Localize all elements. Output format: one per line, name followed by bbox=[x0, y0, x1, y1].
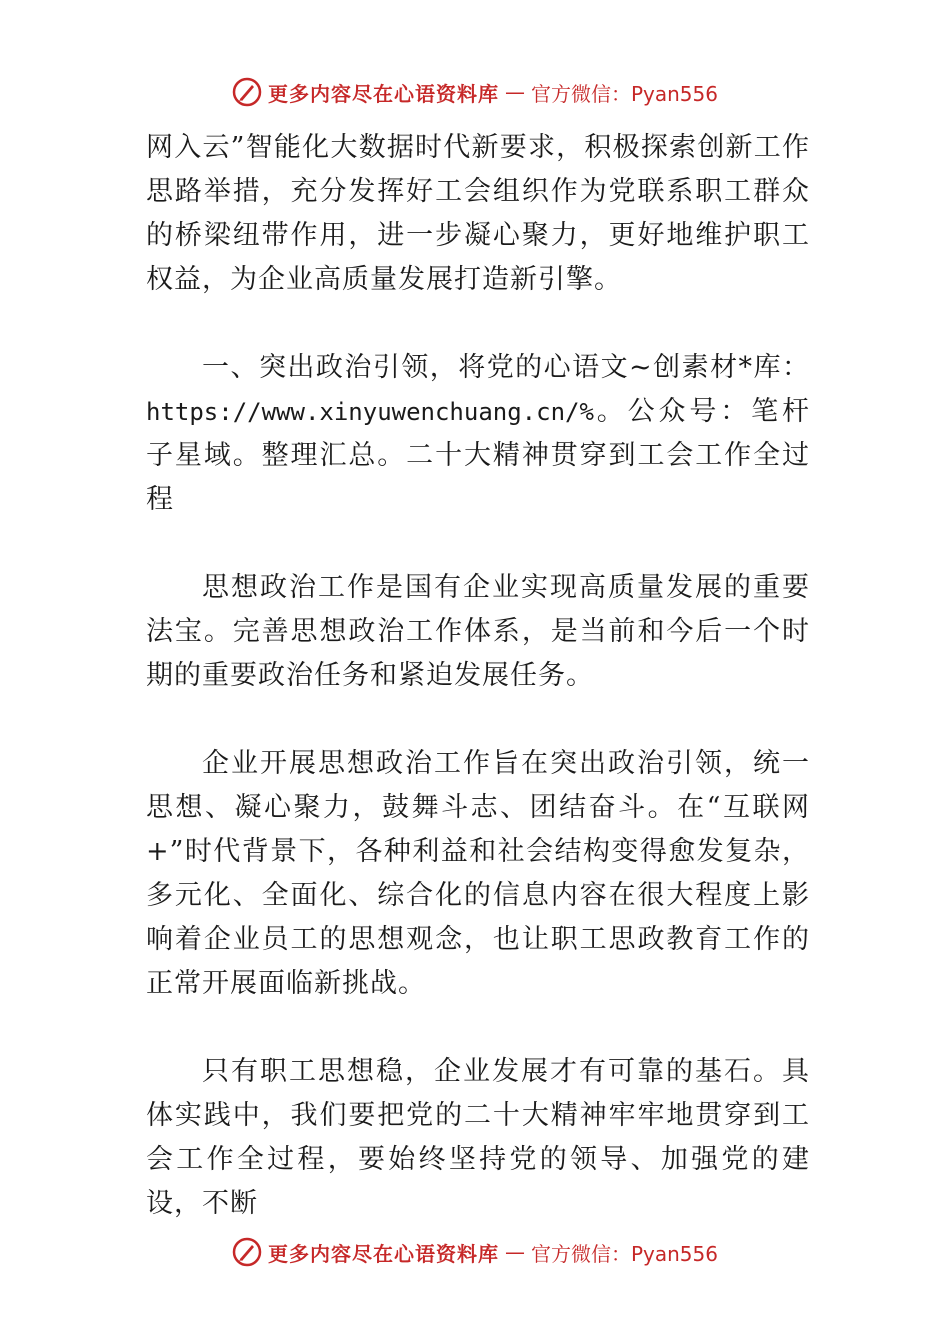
banner-title: 更多内容尽在心语资料库 bbox=[267, 81, 499, 106]
header-banner bbox=[0, 72, 950, 112]
paragraph: 企业开展思想政治工作旨在突出政治引领，统一思想、凝心聚力，鼓舞斗志、团结奋斗。在“互联网+”时代背景下，各种利益和社会结构变得愈发复杂，多元化、全面化、综合化的信息内容在很大程度上影响着企业员工的思想观念，也让职工思政教育工作的正常开展面临新挑战。 bbox=[146, 748, 810, 999]
banner-wechat: 官方微信：Pyan556 bbox=[530, 81, 718, 106]
footer-banner bbox=[0, 1232, 950, 1272]
quill-logo-icon bbox=[232, 1237, 262, 1267]
paragraph: 网入云”智能化大数据时代新要求，积极探索创新工作思路举措，充分发挥好工会组织作为党联系职工群众的桥梁纽带作用，进一步凝心聚力，更好地维护职工权益，为企业高质量发展打造新引擎。 bbox=[146, 132, 810, 295]
quill-logo-icon bbox=[232, 77, 262, 107]
banner-wechat: 官方微信：Pyan556 bbox=[530, 1241, 718, 1266]
document-body bbox=[146, 126, 810, 1226]
paragraph-gap bbox=[146, 1006, 810, 1050]
banner-separator: — bbox=[504, 80, 525, 104]
heading-text: 一、突出政治引领，将党的心语文~创素材*库： bbox=[202, 352, 810, 383]
paragraph-gap bbox=[146, 698, 810, 742]
url-link[interactable]: https://www.xinyuwenchuang.cn/% bbox=[146, 398, 594, 426]
banner-title: 更多内容尽在心语资料库 bbox=[267, 1241, 499, 1266]
paragraph: 思想政治工作是国有企业实现高质量发展的重要法宝。完善思想政治工作体系，是当前和今后一个时期的重要政治任务和紧迫发展任务。 bbox=[146, 572, 810, 691]
section-heading bbox=[146, 346, 810, 522]
paragraph-gap bbox=[146, 302, 810, 346]
banner-separator: — bbox=[504, 1240, 525, 1264]
paragraph: 只有职工思想稳，企业发展才有可靠的基石。具体实践中，我们要把党的二十大精神牢牢地贯穿到工会工作全过程，要始终坚持党的领导、加强党的建设，不断 bbox=[146, 1056, 810, 1219]
heading-text-tail: 。公众号：笔杆子星域。整理汇总。二十大精神贯穿到工会工作全过程 bbox=[146, 396, 810, 515]
paragraph-gap bbox=[146, 522, 810, 566]
